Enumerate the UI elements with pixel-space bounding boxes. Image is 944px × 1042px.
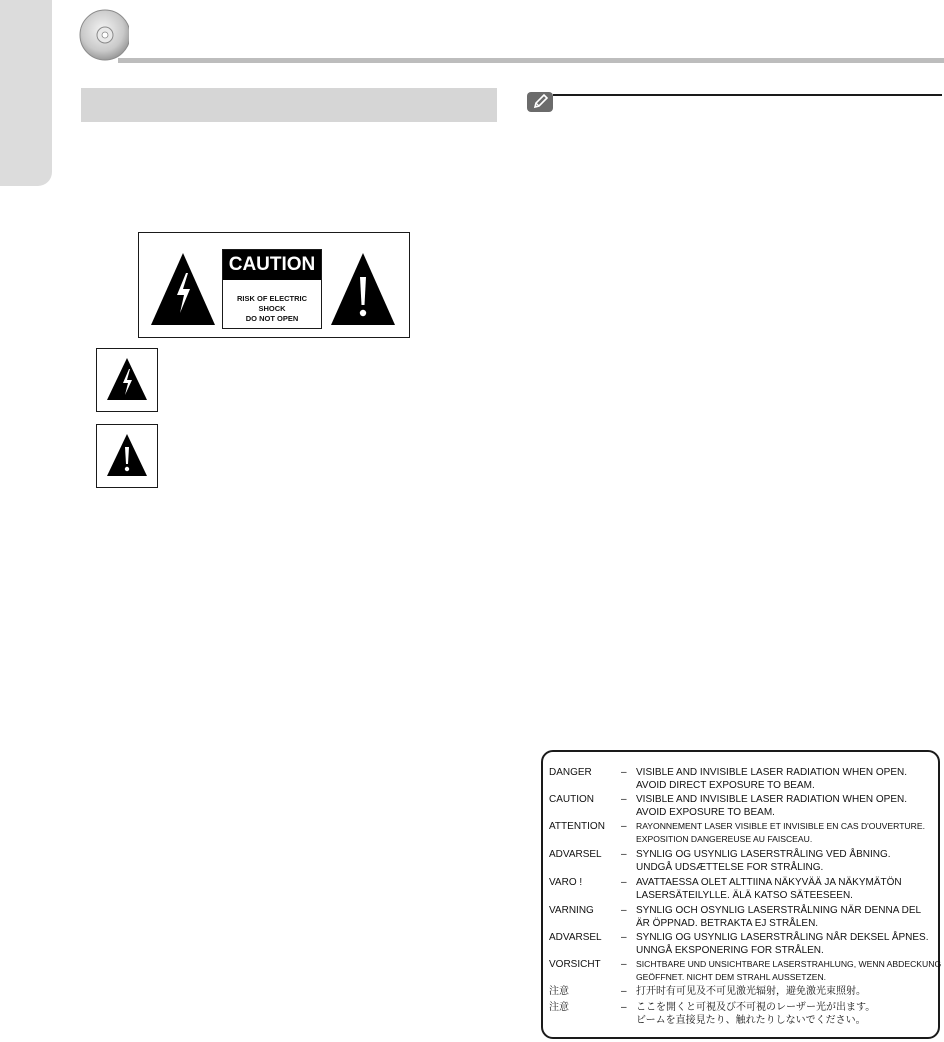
laser-dash: – [621,932,627,943]
laser-text-line2: ÄR ÖPPNAD. BETRAKTA EJ STRÅLEN. [636,918,819,929]
laser-text-line1: AVATTAESSA OLET ALTTIINA NÄKYVÄÄ JA NÄKYMÄTÖN [636,877,902,888]
note-rule [553,94,942,96]
laser-key: CAUTION [549,794,594,805]
exclamation-warning-icon [329,251,397,327]
lightning-symbol-box [96,348,158,412]
laser-dash: – [621,959,627,970]
exclamation-warning-icon [106,433,148,477]
laser-dash: – [621,849,627,860]
caution-subtext [223,294,321,324]
laser-text-line1: ここを開くと可視及び不可視のレーザー光が出ます。 [636,1002,876,1013]
laser-text-line2: EXPOSITION DANGEREUSE AU FAISCEAU. [636,834,813,844]
section-heading-bar [81,88,497,122]
laser-text [636,848,944,874]
laser-text-line1: SICHTBARE UND UNSICHTBARE LASERSTRAHLUNG, WENN ABDECKUNG [636,959,942,969]
lightning-warning-icon [106,357,148,401]
laser-text-line1: SYNLIG OG USYNLIG LASERSTRÅLING VED ÅBNING. [636,849,891,860]
caution-title: CAUTION [223,250,321,280]
laser-dash: – [621,821,627,832]
laser-text [636,985,944,998]
laser-text [636,958,944,984]
laser-text [636,793,944,819]
caution-subtext-line1: RISK OF ELECTRIC SHOCK [236,294,307,313]
laser-text [636,820,944,846]
laser-text [636,766,944,792]
exclamation-symbol-box [96,424,158,488]
header-rule [118,58,944,63]
cd-disc-icon [77,4,129,62]
laser-key: 注意 [549,986,569,997]
laser-key: VARO ! [549,877,583,888]
laser-text-line1: 打开时有可见及不可见激光辐射，避免激光束照射。 [636,986,866,997]
laser-text-line1: RAYONNEMENT LASER VISIBLE ET INVISIBLE EN CAS D'OUVERTURE. [636,821,925,831]
laser-dash: – [621,1002,627,1013]
laser-key: ADVARSEL [549,849,602,860]
laser-text-line2: GEÖFFNET. NICHT DEM STRAHL AUSSETZEN. [636,972,827,982]
laser-text-line2: AVOID EXPOSURE TO BEAM. [636,807,775,818]
laser-dash: – [621,986,627,997]
laser-text [636,1001,944,1027]
laser-key: ATTENTION [549,821,605,832]
laser-text [636,876,944,902]
lightning-warning-icon [149,251,217,327]
laser-text-line2: UNNGÅ EKSPONERING FOR STRÅLEN. [636,945,824,956]
laser-dash: – [621,794,627,805]
laser-text [636,904,944,930]
laser-text-line1: SYNLIG OG USYNLIG LASERSTRÅLING NÅR DEKSEL ÅPNES. [636,932,929,943]
laser-dash: – [621,905,627,916]
side-tab [0,0,52,186]
laser-key: VORSICHT [549,959,601,970]
caution-label [222,249,322,329]
laser-text-line2: AVOID DIRECT EXPOSURE TO BEAM. [636,780,815,791]
laser-text-line2: UNDGÅ UDSÆTTELSE FOR STRÅLING. [636,862,824,873]
laser-dash: – [621,877,627,888]
laser-text-line1: VISIBLE AND INVISIBLE LASER RADIATION WHEN OPEN. [636,794,907,805]
laser-key: VARNING [549,905,594,916]
laser-text-line2: LASERSÄTEILYLLE. ÄLÄ KATSO SÄTEESEEN. [636,890,853,901]
laser-text-line1: SYNLIG OCH OSYNLIG LASERSTRÅLNING NÄR DENNA DEL [636,905,922,916]
laser-text [636,931,944,957]
caution-label-graphic [138,232,410,338]
laser-text-line1: VISIBLE AND INVISIBLE LASER RADIATION WHEN OPEN. [636,767,907,778]
laser-dash: – [621,767,627,778]
laser-warning-panel [541,750,940,1039]
laser-key: ADVARSEL [549,932,602,943]
laser-key: DANGER [549,767,592,778]
caution-subtext-line2: DO NOT OPEN [245,314,299,323]
pencil-note-icon [527,92,553,112]
laser-text-line2: ビームを直接見たり、触れたりしないでください。 [636,1015,866,1026]
laser-key: 注意 [549,1002,569,1013]
